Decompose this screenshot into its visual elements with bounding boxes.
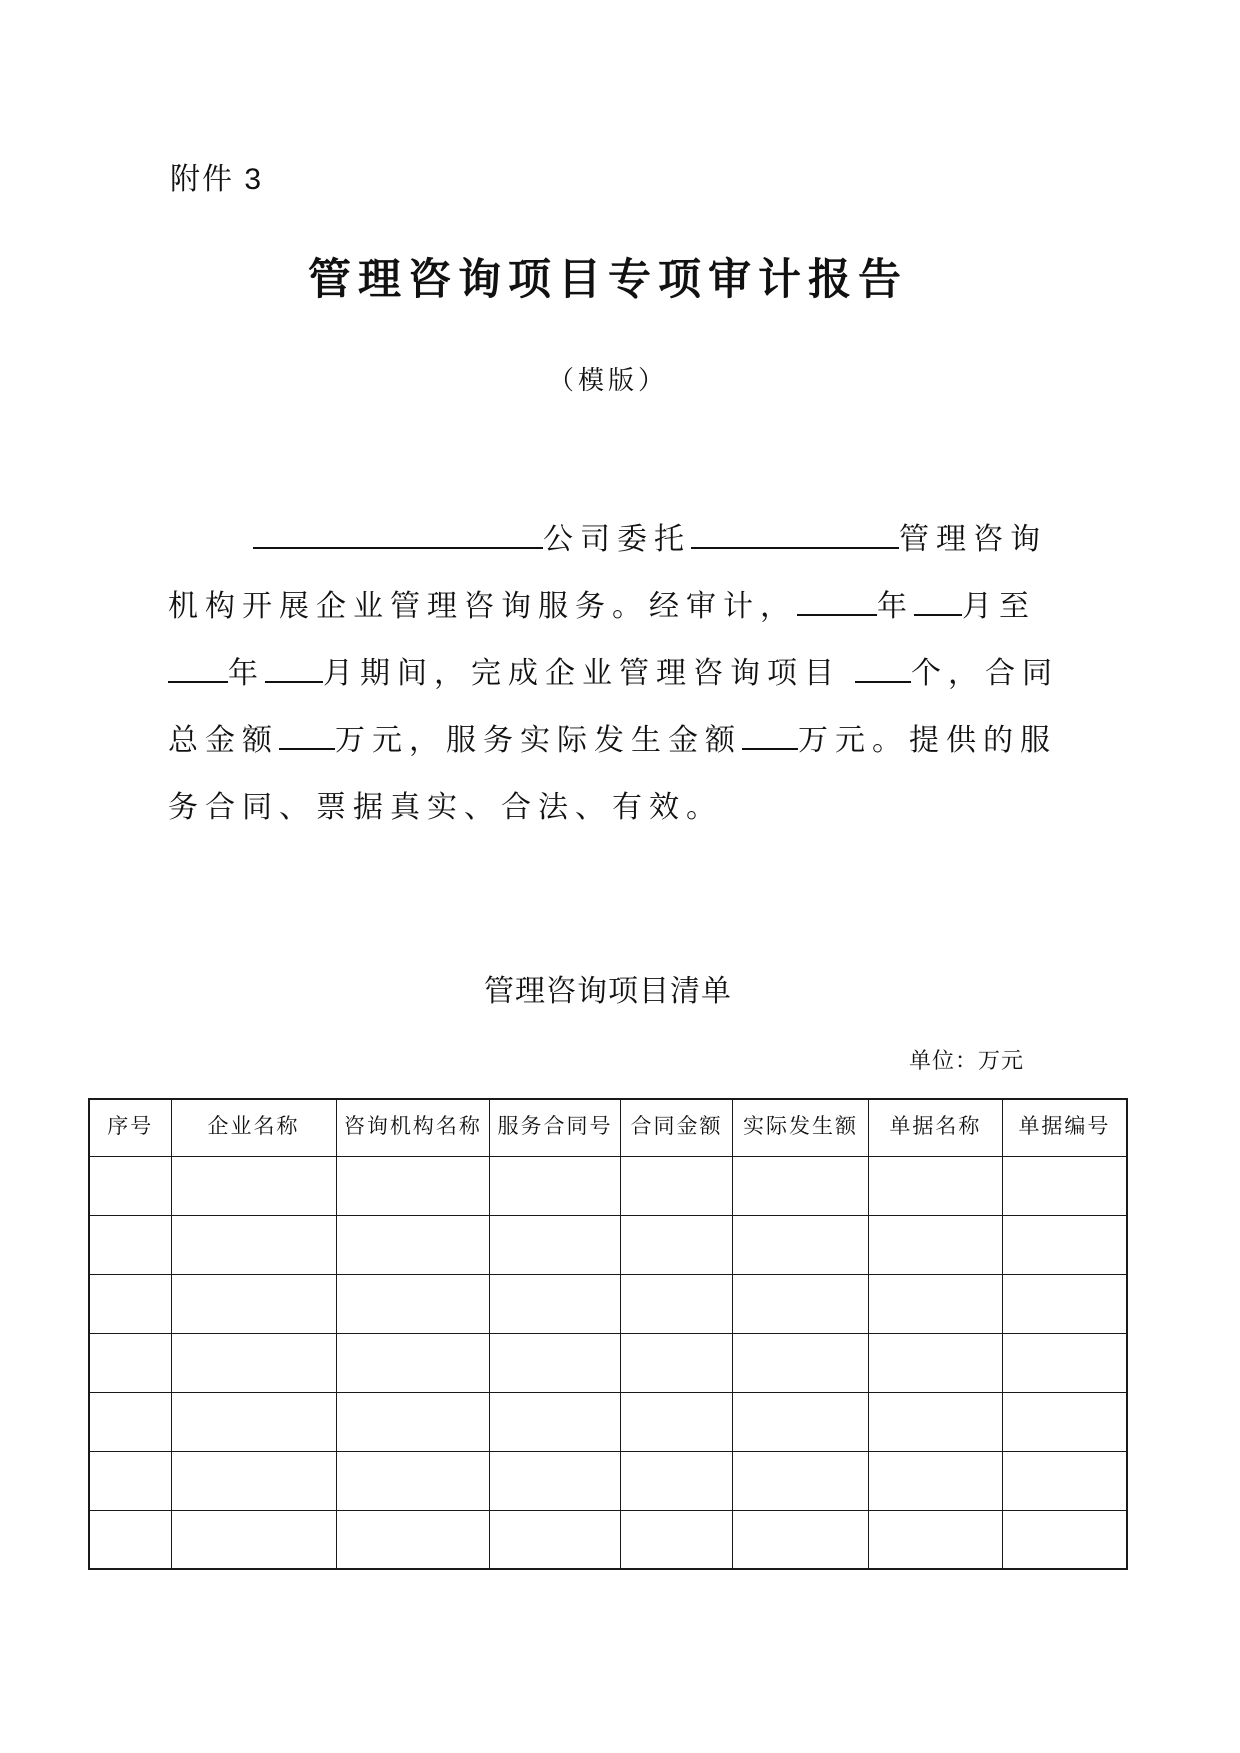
paragraph-text: 万元。提供的服 (798, 724, 1057, 757)
paragraph-line (168, 707, 1063, 774)
table-cell (490, 1274, 621, 1333)
unit-label: 单位：万元 (908, 1048, 1024, 1073)
paragraph-line (168, 774, 1063, 841)
project-list-title: 管理咨询项目清单 (484, 975, 732, 1008)
table-header-cell: 序号 (89, 1099, 171, 1156)
table-row (89, 1156, 1127, 1215)
table-cell (336, 1156, 490, 1215)
blank-underline (279, 720, 335, 750)
project-list-table (88, 1098, 1128, 1570)
table-cell (89, 1451, 171, 1510)
table-cell (336, 1392, 490, 1451)
table-cell (620, 1156, 732, 1215)
table-cell (1002, 1215, 1127, 1274)
table-header-cell: 单据名称 (868, 1099, 1002, 1156)
paragraph-text: 月至 (962, 590, 1036, 623)
paragraph-line (168, 506, 1063, 573)
paragraph-text: 万元，服务实际发生金额 (335, 724, 742, 757)
table-header-cell: 咨询机构名称 (336, 1099, 490, 1156)
table-cell (1002, 1333, 1127, 1392)
table-cell (868, 1333, 1002, 1392)
table-cell (868, 1451, 1002, 1510)
table-cell (89, 1392, 171, 1451)
table-cell (733, 1392, 869, 1451)
table-cell (620, 1333, 732, 1392)
table-cell (1002, 1451, 1127, 1510)
blank-underline (168, 653, 228, 683)
table-cell (171, 1510, 336, 1569)
paragraph-text: 机构开展企业管理咨询服务。经审计， (168, 590, 797, 623)
table-header-cell: 合同金额 (620, 1099, 732, 1156)
table-cell (1002, 1274, 1127, 1333)
table-cell (733, 1510, 869, 1569)
table-cell (490, 1510, 621, 1569)
table-cell (171, 1451, 336, 1510)
table-cell (868, 1156, 1002, 1215)
table-header-cell: 服务合同号 (490, 1099, 621, 1156)
table-cell (620, 1215, 732, 1274)
blank-underline (914, 586, 962, 616)
paragraph-text: 个，合同 (911, 657, 1059, 690)
paragraph-text: 务合同、票据真实、合法、有效。 (168, 791, 723, 824)
table-cell (490, 1392, 621, 1451)
table-row (89, 1274, 1127, 1333)
table-cell (733, 1215, 869, 1274)
table-cell (171, 1333, 336, 1392)
paragraph-text: 年 (877, 590, 914, 623)
table-row (89, 1333, 1127, 1392)
table-cell (89, 1274, 171, 1333)
blank-underline (265, 653, 323, 683)
table-cell (89, 1156, 171, 1215)
table-row (89, 1451, 1127, 1510)
document-title: 管理咨询项目专项审计报告 (308, 256, 908, 304)
table-cell (868, 1392, 1002, 1451)
paragraph-text: 总金额 (168, 724, 279, 757)
table-header-cell: 企业名称 (171, 1099, 336, 1156)
table-cell (490, 1451, 621, 1510)
table-cell (336, 1510, 490, 1569)
attachment-label: 附件 3 (170, 163, 264, 196)
table-cell (620, 1274, 732, 1333)
table-cell (620, 1451, 732, 1510)
table-cell (89, 1333, 171, 1392)
blank-underline (742, 720, 798, 750)
table-cell (733, 1333, 869, 1392)
table-cell (171, 1215, 336, 1274)
table-cell (1002, 1156, 1127, 1215)
table-cell (89, 1215, 171, 1274)
table-row (89, 1215, 1127, 1274)
table-cell (336, 1274, 490, 1333)
fill-in-paragraph (168, 506, 1063, 841)
paragraph-text: 年 (228, 657, 265, 690)
table-cell (868, 1215, 1002, 1274)
table-cell (89, 1510, 171, 1569)
table-cell (171, 1274, 336, 1333)
table-cell (620, 1392, 732, 1451)
table-header-row (89, 1099, 1127, 1156)
paragraph-text: 管理咨询 (899, 523, 1047, 556)
table-cell (868, 1510, 1002, 1569)
table-cell (490, 1333, 621, 1392)
table-cell (733, 1274, 869, 1333)
word-space (841, 673, 855, 683)
table-cell (336, 1451, 490, 1510)
table-cell (490, 1156, 621, 1215)
paragraph-line (168, 640, 1063, 707)
table-row (89, 1392, 1127, 1451)
table-cell (336, 1215, 490, 1274)
table-cell (336, 1333, 490, 1392)
table-row (89, 1510, 1127, 1569)
table-cell (171, 1392, 336, 1451)
table-cell (490, 1215, 621, 1274)
paragraph-text: 月期间，完成企业管理咨询项目 (323, 657, 841, 690)
blank-underline (691, 519, 899, 549)
table-cell (733, 1451, 869, 1510)
table-cell (733, 1156, 869, 1215)
blank-underline (855, 653, 911, 683)
paragraph-text: 公司委托 (543, 523, 691, 556)
table-cell (1002, 1392, 1127, 1451)
table-cell (620, 1510, 732, 1569)
blank-underline (253, 519, 543, 549)
table-header-cell: 单据编号 (1002, 1099, 1127, 1156)
table-header-cell: 实际发生额 (733, 1099, 869, 1156)
paragraph-line (168, 573, 1063, 640)
table-cell (868, 1274, 1002, 1333)
blank-underline (797, 586, 877, 616)
table-cell (1002, 1510, 1127, 1569)
table-cell (171, 1156, 336, 1215)
document-subtitle: （模版） (547, 366, 668, 395)
